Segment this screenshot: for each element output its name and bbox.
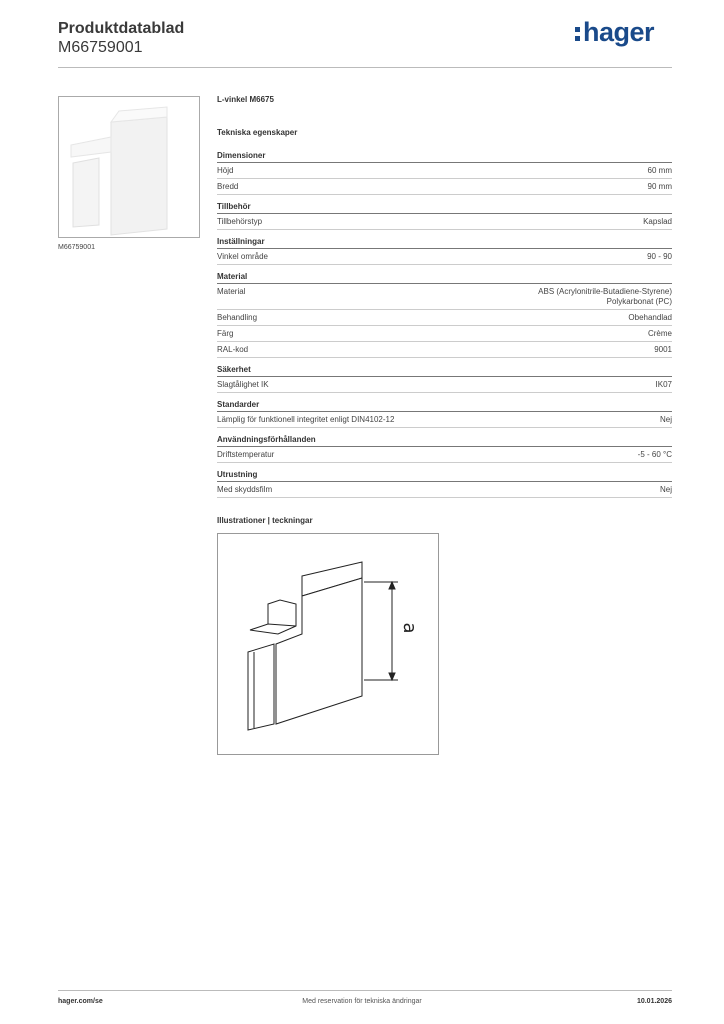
tech-title: Tekniska egenskaper (217, 128, 298, 137)
header-divider (58, 67, 672, 68)
section-title: Standarder (217, 400, 672, 412)
product-photo-image (59, 97, 199, 237)
spec-section (217, 237, 672, 265)
spec-value: Obehandlad (628, 313, 672, 322)
product-name: L-vinkel M6675 (217, 95, 274, 104)
section-title: Dimensioner (217, 151, 672, 163)
spec-row (217, 377, 672, 393)
section-title: Material (217, 272, 672, 284)
spec-key: Slagtålighet IK (217, 380, 269, 389)
footer-date: 10.01.2026 (636, 998, 672, 1005)
spec-value: IK07 (655, 380, 672, 389)
spec-value: ABS (Acrylonitrile-Butadiene-Styrene) Polykarbonat (PC) (538, 287, 672, 306)
spec-value: 90 - 90 (647, 252, 672, 261)
illustration-drawing (217, 533, 439, 755)
spec-value: Kapslad (643, 217, 672, 226)
spec-value: -5 - 60 °C (637, 450, 672, 459)
section-title: Tillbehör (217, 202, 672, 214)
spec-key: Färg (217, 329, 234, 338)
spec-section (217, 470, 672, 498)
footer-website: hager.com/se (58, 998, 103, 1005)
spec-section (217, 202, 672, 230)
spec-row (217, 412, 672, 428)
spec-key: Behandling (217, 313, 258, 322)
spec-key: Driftstemperatur (217, 450, 275, 459)
spec-key: Material (217, 287, 246, 296)
spec-value: Nej (659, 415, 672, 424)
logo-text: hager (582, 17, 654, 47)
spec-value: Nej (659, 485, 672, 494)
spec-value: Crème (647, 329, 672, 338)
section-title: Utrustning (217, 470, 672, 482)
illustration-title: Illustrationer | teckningar (217, 516, 313, 525)
spec-key: Tillbehörstyp (217, 217, 263, 226)
spec-row (217, 163, 672, 179)
photo-caption: M66759001 (58, 244, 95, 251)
spec-key: Lämplig för funktionell integritet enligt DIN4102-12 (217, 415, 395, 424)
spec-section (217, 435, 672, 463)
spec-sections (217, 151, 672, 498)
spec-row (217, 447, 672, 463)
product-photo (58, 96, 200, 238)
spec-key: RAL-kod (217, 345, 249, 354)
technical-drawing (218, 534, 438, 754)
footer-disclaimer: Med reservation för tekniska ändringar (302, 998, 422, 1005)
spec-key: Vinkel område (217, 252, 268, 261)
spec-value: 60 mm (647, 166, 672, 175)
hager-logo (575, 17, 654, 48)
spec-content (217, 95, 672, 755)
spec-row (217, 214, 672, 230)
spec-row (217, 310, 672, 326)
spec-value: 90 mm (647, 182, 672, 191)
section-title: Inställningar (217, 237, 672, 249)
spec-section (217, 151, 672, 195)
spec-key: Med skyddsfilm (217, 485, 273, 494)
spec-row (217, 482, 672, 498)
spec-key: Bredd (217, 182, 239, 191)
spec-row (217, 179, 672, 195)
spec-section (217, 400, 672, 428)
spec-key: Höjd (217, 166, 234, 175)
section-title: Användningsförhållanden (217, 435, 672, 447)
spec-row (217, 326, 672, 342)
spec-row (217, 342, 672, 358)
page-title: Produktdatablad (58, 20, 185, 37)
footer-divider (58, 990, 672, 991)
dimension-label: a (399, 622, 420, 634)
spec-row (217, 249, 672, 265)
section-title: Säkerhet (217, 365, 672, 377)
product-code: M66759001 (58, 39, 143, 56)
spec-value: 9001 (654, 345, 672, 354)
spec-row (217, 284, 672, 310)
spec-section (217, 365, 672, 393)
spec-section (217, 272, 672, 358)
logo-dots-icon (575, 23, 581, 43)
